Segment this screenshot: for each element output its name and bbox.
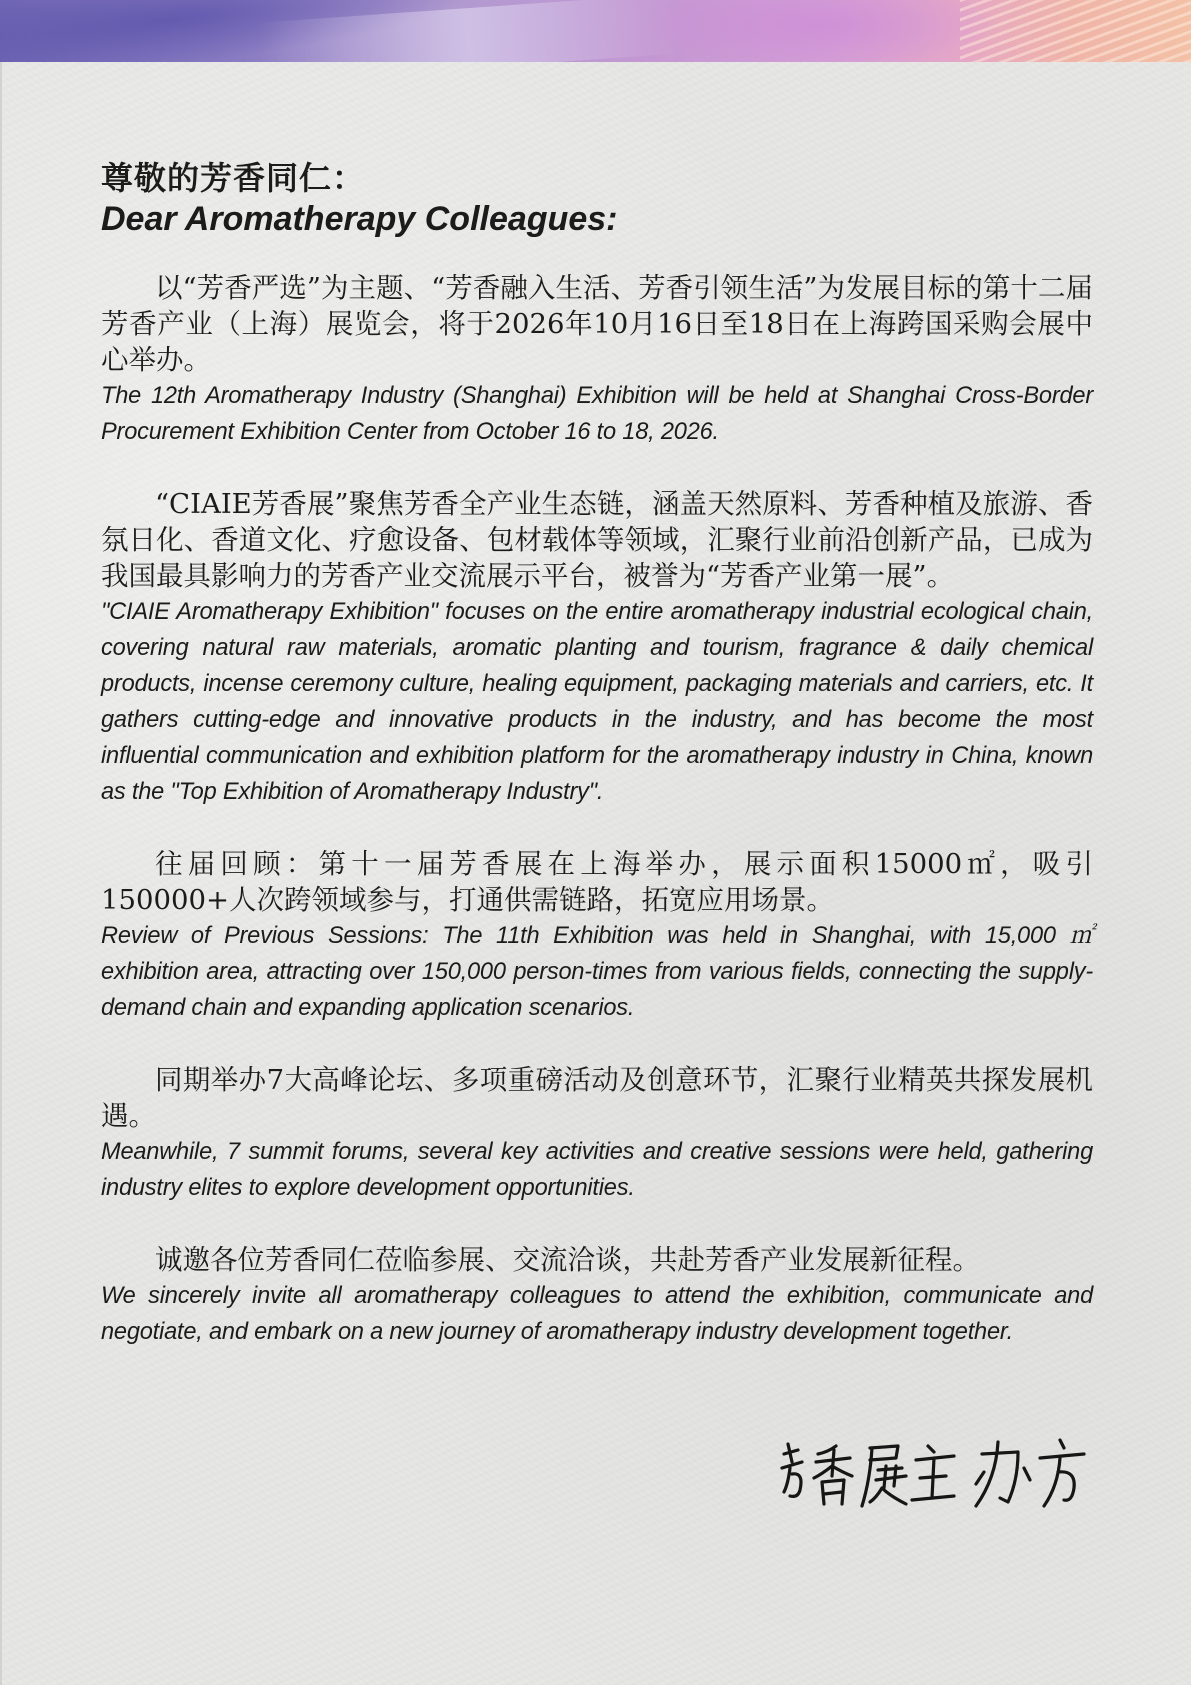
paragraph-chinese: “CIAIE芳香展”聚焦芳香全产业生态链，涵盖天然原料、芳香种植及旅游、香氛日化、香道文化、疗愈设备、包材载体等领域，汇聚行业前沿创新产品，已成为我国最具影响力的芳香产业交流展示平台，被誉为“芳香产业第一展”。 bbox=[101, 488, 1093, 592]
greeting-english: Dear Aromatherapy Colleagues: bbox=[101, 200, 618, 238]
paragraph-chinese: 同期举办7大高峰论坛、多项重磅活动及创意环节，汇聚行业精英共探发展机遇。 bbox=[101, 1064, 1093, 1132]
paragraph-chinese: 诚邀各位芳香同仁莅临参展、交流洽谈，共赴芳香产业发展新征程。 bbox=[155, 1244, 980, 1276]
paragraph-english: "CIAIE Aromatherapy Exhibition" focuses on the entire aromatherapy industrial ecological chain, covering natural raw materials, aromatic planting and tourism, fragrance & daily chemical products, incense ceremony culture, healing equipment, packaging materials and carriers, etc. It gathers cutting-edge and innovative products in the industry, and has become the most influential communication and exhibition platform for the aromatherapy industry in China, known as the "Top Exhibition of Aromatherapy Industry". bbox=[101, 599, 1093, 805]
signature-drawing bbox=[778, 1432, 1098, 1522]
paragraph-english: Review of Previous Sessions: The 11th Exhibition was held in Shanghai, with 15,000 ㎡ exhibition area, attracting over 150,000 person-times from various fields, connecting the supply-demand chain and expanding application scenarios. bbox=[101, 923, 1093, 1021]
handwritten-signature bbox=[778, 1432, 1098, 1522]
paragraph-exhibition-scope bbox=[101, 486, 1093, 810]
paragraph-previous-review bbox=[101, 846, 1093, 1026]
paragraph-exhibition-intro bbox=[101, 270, 1093, 450]
brush-stroke-pink bbox=[640, 0, 1000, 62]
decorative-banner bbox=[0, 0, 1191, 62]
paragraph-english: The 12th Aromatherapy Industry (Shanghai) Exhibition will be held at Shanghai Cross-Border Procurement Exhibition Center from October 16 to 18, 2026. bbox=[101, 383, 1093, 445]
greeting-chinese: 尊敬的芳香同仁： bbox=[101, 159, 366, 197]
paragraph-chinese: 往届回顾：第十一届芳香展在上海举办，展示面积15000㎡，吸引150000+人次跨领域参与，打通供需链路，拓宽应用场景。 bbox=[101, 848, 1093, 916]
paragraph-english: We sincerely invite all aromatherapy colleagues to attend the exhibition, communicate and negotiate, and embark on a new journey of aromatherapy industry development together. bbox=[101, 1283, 1093, 1345]
paragraph-chinese: 以“芳香严选”为主题、“芳香融入生活、芳香引领生活”为发展目标的第十二届芳香产业（上海）展览会，将于2026年10月16日至18日在上海跨国采购会展中心举办。 bbox=[101, 272, 1093, 376]
paragraph-english: Meanwhile, 7 summit forums, several key activities and creative sessions were held, gathering industry elites to explore development opportunities. bbox=[101, 1139, 1093, 1201]
letter-body bbox=[101, 158, 1093, 1350]
paragraph-invitation bbox=[101, 1242, 1093, 1350]
paragraph-forums bbox=[101, 1062, 1093, 1206]
brush-stroke-peach bbox=[960, 0, 1191, 62]
